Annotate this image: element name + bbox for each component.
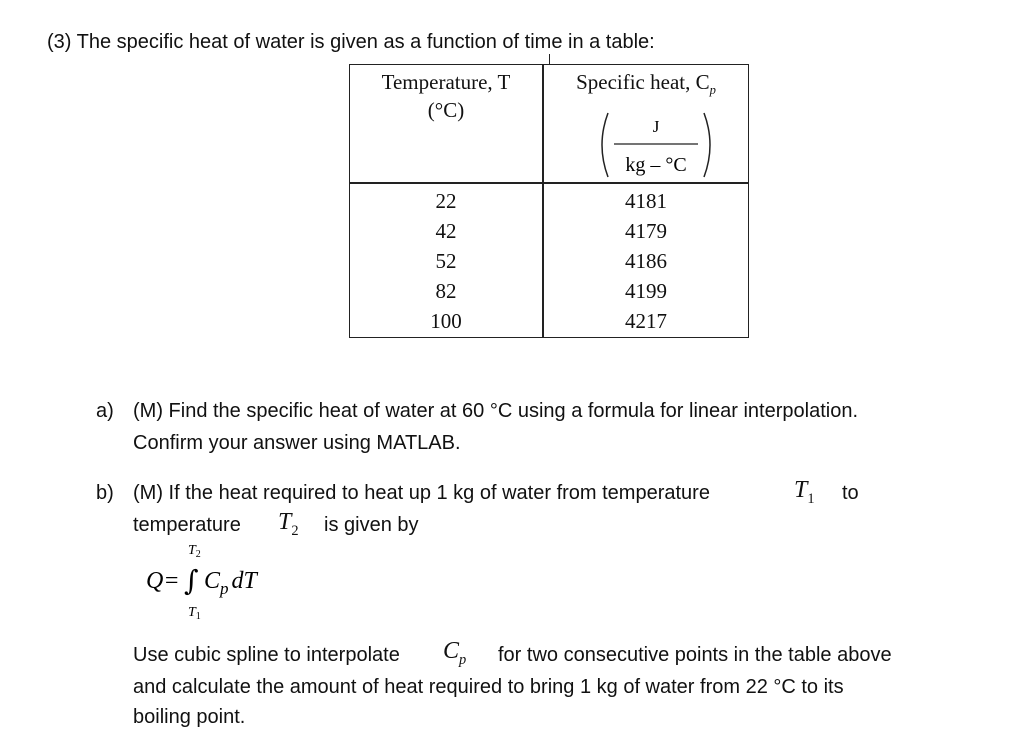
specific-heat-column	[544, 186, 748, 336]
symbol-cp	[443, 638, 466, 669]
heat-integral-formula	[146, 540, 346, 620]
symbol-cp-subscript: p	[459, 651, 467, 668]
unit-numerator: J	[652, 117, 660, 136]
word-to: to	[842, 482, 859, 504]
temperature-value: 42	[435, 219, 457, 243]
symbol-t2-base: T	[278, 509, 292, 535]
temperature-header	[350, 70, 542, 95]
use-line-3: boiling point.	[133, 706, 246, 728]
part-b-line-2-start: temperature	[133, 514, 241, 536]
use-line-1-end: for two consecutive points in the table above	[498, 644, 892, 666]
part-a-line-1: (M) Find the specific heat of water at 60 °C using a formula for linear interpolation.	[133, 400, 859, 422]
integrand: $C_p$ dT	[204, 568, 257, 598]
specific-heat-unit	[596, 109, 716, 181]
specific-heat-value: 4186	[625, 249, 667, 273]
problem-title: (3) The specific heat of water is given as a function of time in a table:	[47, 31, 655, 53]
specific-heat-value: 4217	[625, 309, 667, 333]
temperature-value: 82	[435, 279, 457, 303]
temperature-header-label: Temperature, T	[381, 70, 511, 94]
symbol-t1	[794, 477, 815, 508]
specific-heat-value: 4199	[625, 279, 667, 303]
use-line-1-start: Use cubic spline to interpolate	[133, 644, 400, 666]
symbol-t2	[278, 509, 299, 540]
symbol-t1-base: T	[794, 477, 808, 503]
part-b-line-1: (M) If the heat required to heat up 1 kg of water from temperature	[133, 482, 710, 504]
specific-heat-header	[544, 70, 748, 98]
temperature-value: 22	[435, 189, 457, 213]
lower-limit: $T_1$	[188, 605, 201, 620]
right-paren	[704, 113, 710, 177]
temperature-value: 52	[435, 249, 457, 273]
unit-denominator: kg – °C	[625, 154, 687, 176]
upper-limit: $T_2$	[188, 543, 201, 560]
specific-heat-header-subscript: p	[709, 83, 716, 98]
tick-mark	[549, 54, 550, 64]
specific-heat-header-label: Specific heat, C	[576, 70, 710, 94]
part-b-line-2-end: is given by	[324, 514, 419, 536]
temperature-column	[350, 186, 542, 336]
symbol-t2-subscript: 2	[291, 522, 299, 539]
specific-heat-value: 4179	[625, 219, 667, 243]
table-header-divider	[350, 182, 748, 184]
temperature-unit: (°C)	[427, 98, 465, 122]
integral-sign-icon: ∫	[184, 564, 199, 597]
symbol-t1-subscript: 1	[807, 490, 815, 507]
part-a-label: a)	[96, 400, 114, 422]
symbol-cp-base: C	[443, 638, 460, 664]
use-line-2: and calculate the amount of heat required to bring 1 kg of water from 22 °C to its	[133, 676, 844, 698]
formula-lhs: Q=	[146, 568, 180, 594]
part-b-label: b)	[96, 482, 114, 504]
part-a-line-2: Confirm your answer using MATLAB.	[133, 432, 461, 454]
temperature-value: 100	[430, 309, 462, 333]
specific-heat-value: 4181	[625, 189, 667, 213]
specific-heat-table	[349, 64, 749, 338]
left-paren	[602, 113, 608, 177]
